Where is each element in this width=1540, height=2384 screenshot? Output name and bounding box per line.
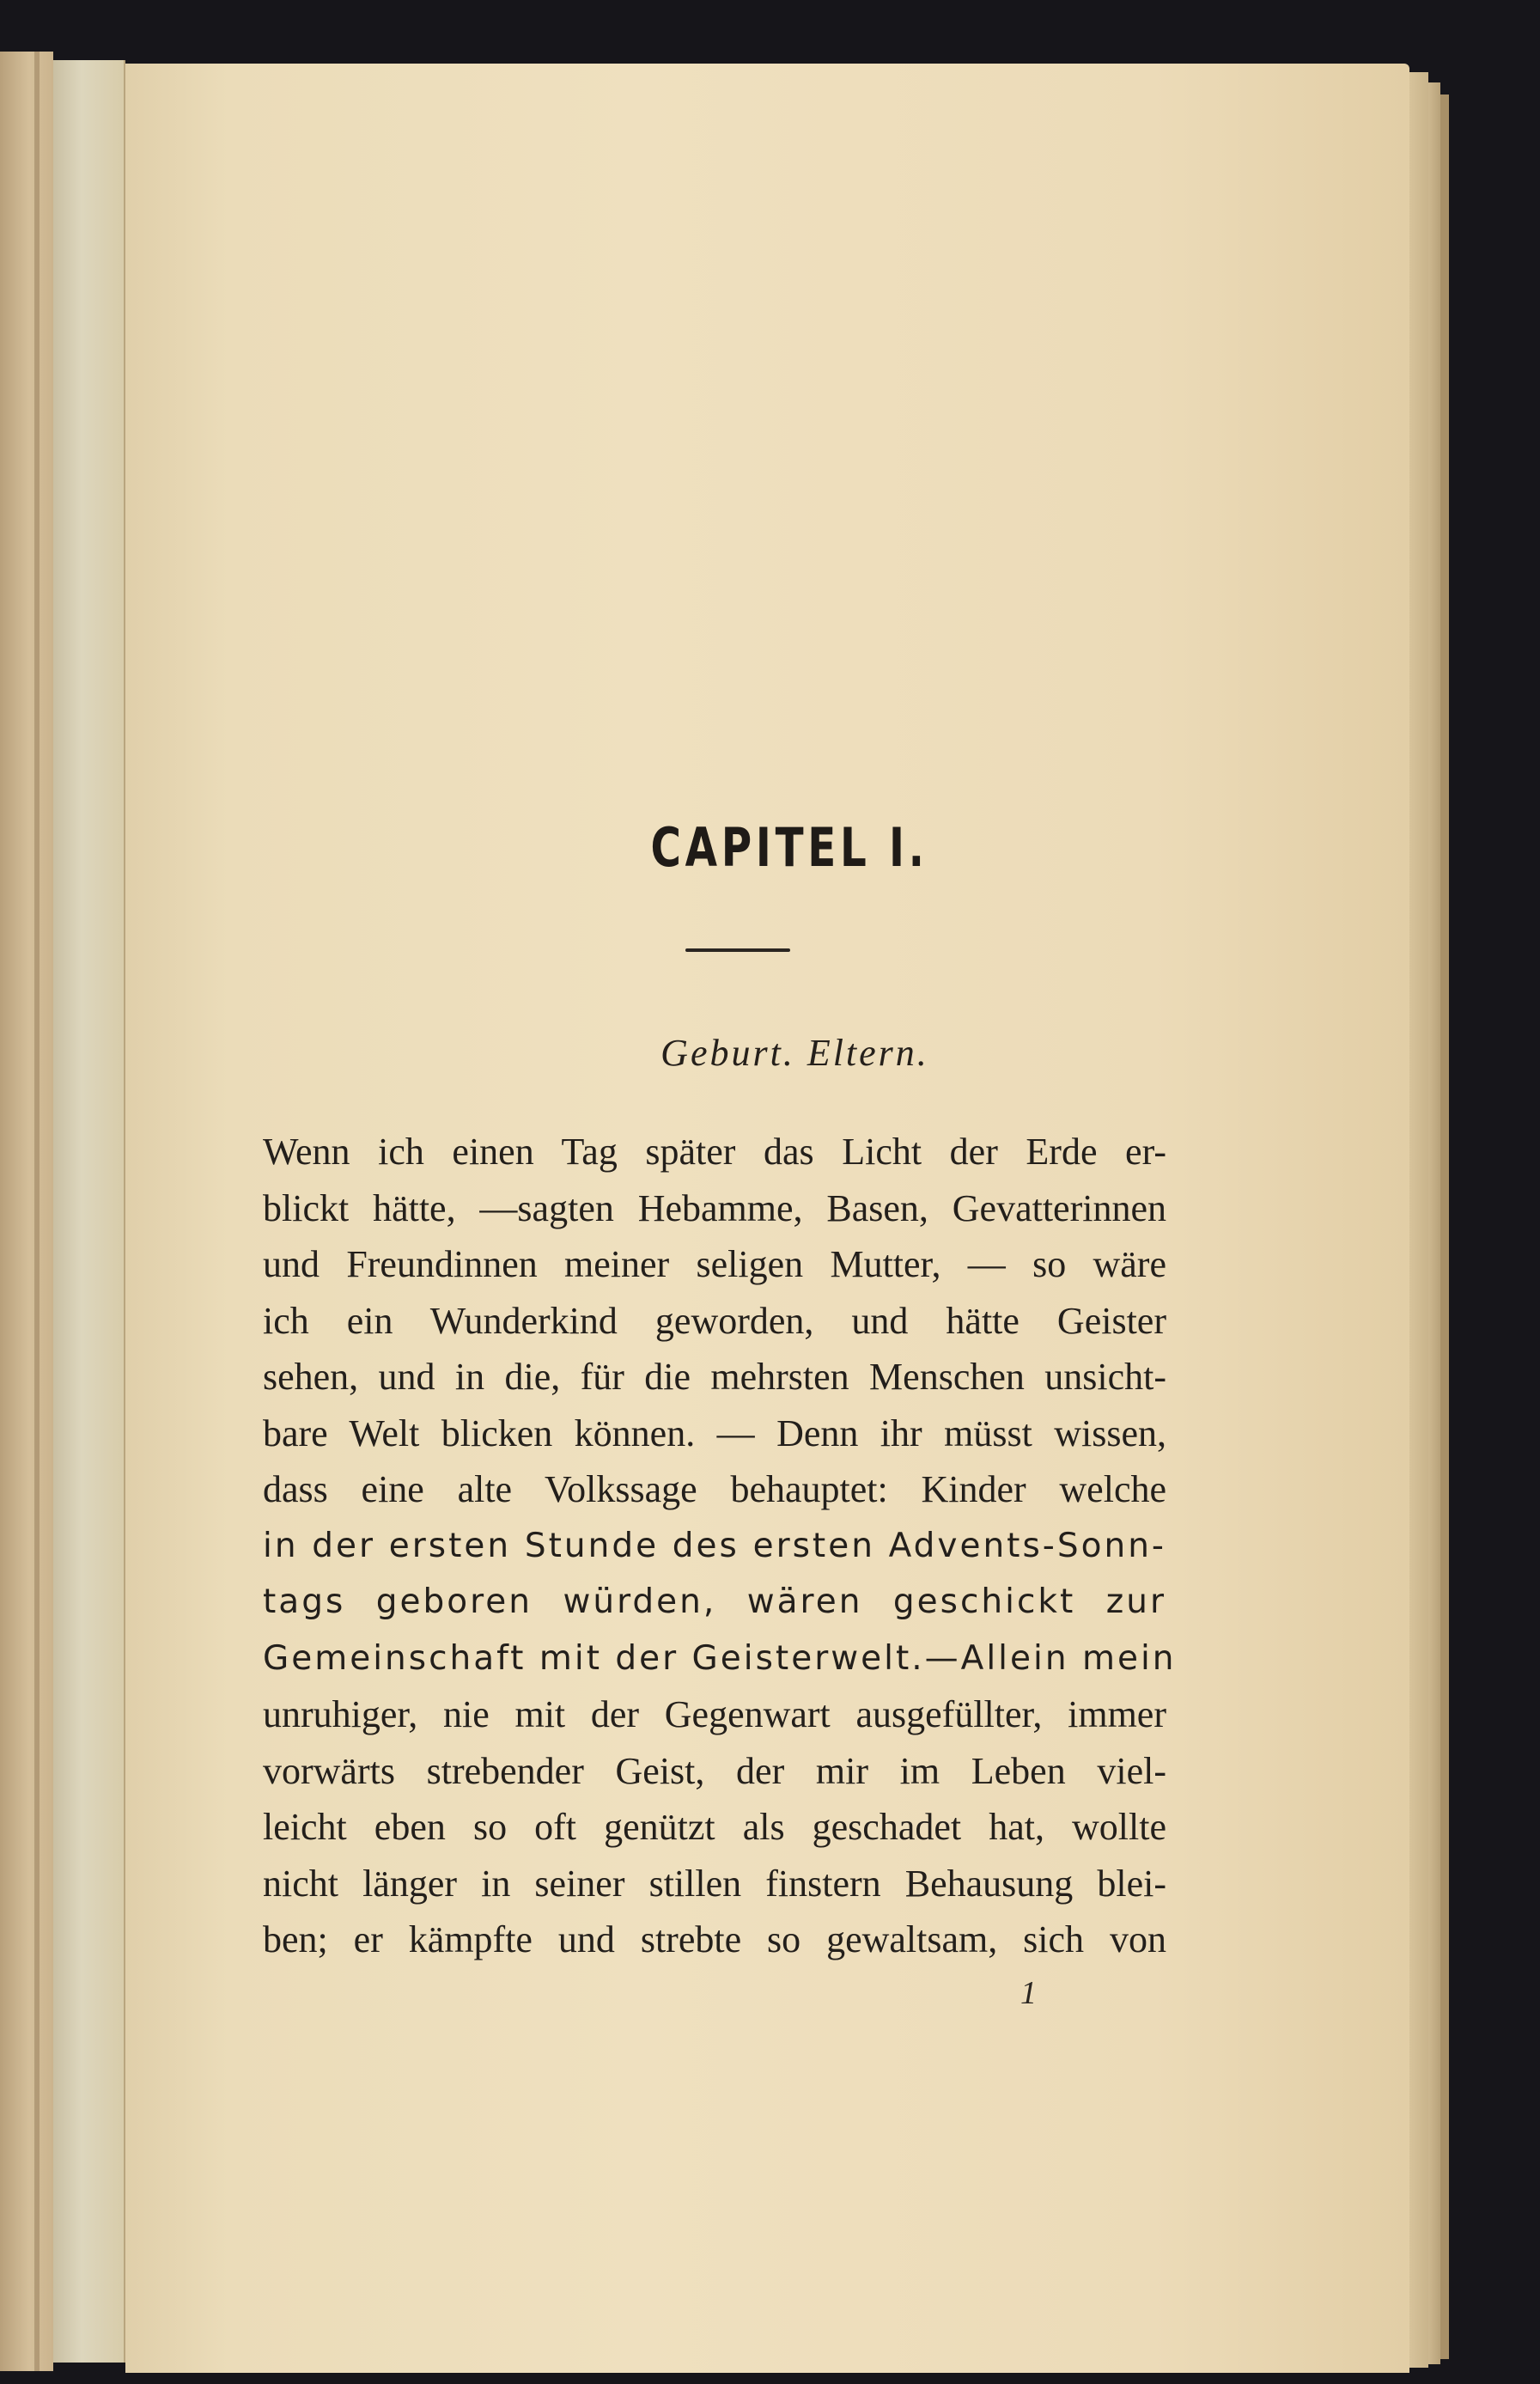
text-line: tags geboren würden, wären geschickt zur (263, 1582, 1166, 1621)
chapter-subtitle: Geburt. Eltern. (660, 1032, 929, 1074)
binding-gutter (53, 60, 125, 2363)
text-line: unruhiger, nie mit der Gegenwart ausgefüllter, immer (263, 1693, 1166, 1735)
text-line: ich ein Wunderkind geworden, und hätte Geister (263, 1299, 1166, 1342)
text-line: bare Welt blicken können. — Denn ihr müsst wissen, (263, 1411, 1166, 1454)
text-line: leicht eben so oft genützt als geschadet hat, wollte (263, 1806, 1166, 1848)
page-stack-edge (1409, 72, 1428, 2368)
text-line: Wenn ich einen Tag später das Licht der Erde er- (263, 1131, 1166, 1173)
chapter-heading: CAPITEL I. (650, 816, 928, 879)
text-line: Gemeinschaft mit der Geisterwelt.—Allein mein (263, 1638, 1177, 1678)
signature-mark: 1 (1020, 1975, 1037, 2011)
previous-page-edge (0, 52, 53, 2371)
text-line: sehen, und in die, für die mehrsten Menschen unsicht- (263, 1356, 1166, 1398)
text-line: vorwärts strebender Geist, der mir im Leben viel- (263, 1749, 1166, 1792)
text-line: ben; er kämpfte und strebte so gewaltsam, sich von (263, 1918, 1166, 1960)
text-line: in der ersten Stunde des ersten Advents-Sonn- (263, 1526, 1166, 1565)
body-paragraph (263, 1124, 1177, 1968)
ornamental-rule (685, 948, 790, 952)
page-stack-edge (1440, 95, 1449, 2359)
text-line: dass eine alte Volkssage behauptet: Kinder welche (263, 1468, 1166, 1510)
page-stack-edge (1428, 82, 1440, 2364)
text-line: blickt hätte, —sagten Hebamme, Basen, Gevatterinnen (263, 1186, 1166, 1229)
previous-page-shadow (34, 52, 40, 2371)
text-line: nicht länger in seiner stillen finstern Behausung blei- (263, 1862, 1166, 1905)
text-line: und Freundinnen meiner seligen Mutter, — so wäre (263, 1243, 1166, 1285)
